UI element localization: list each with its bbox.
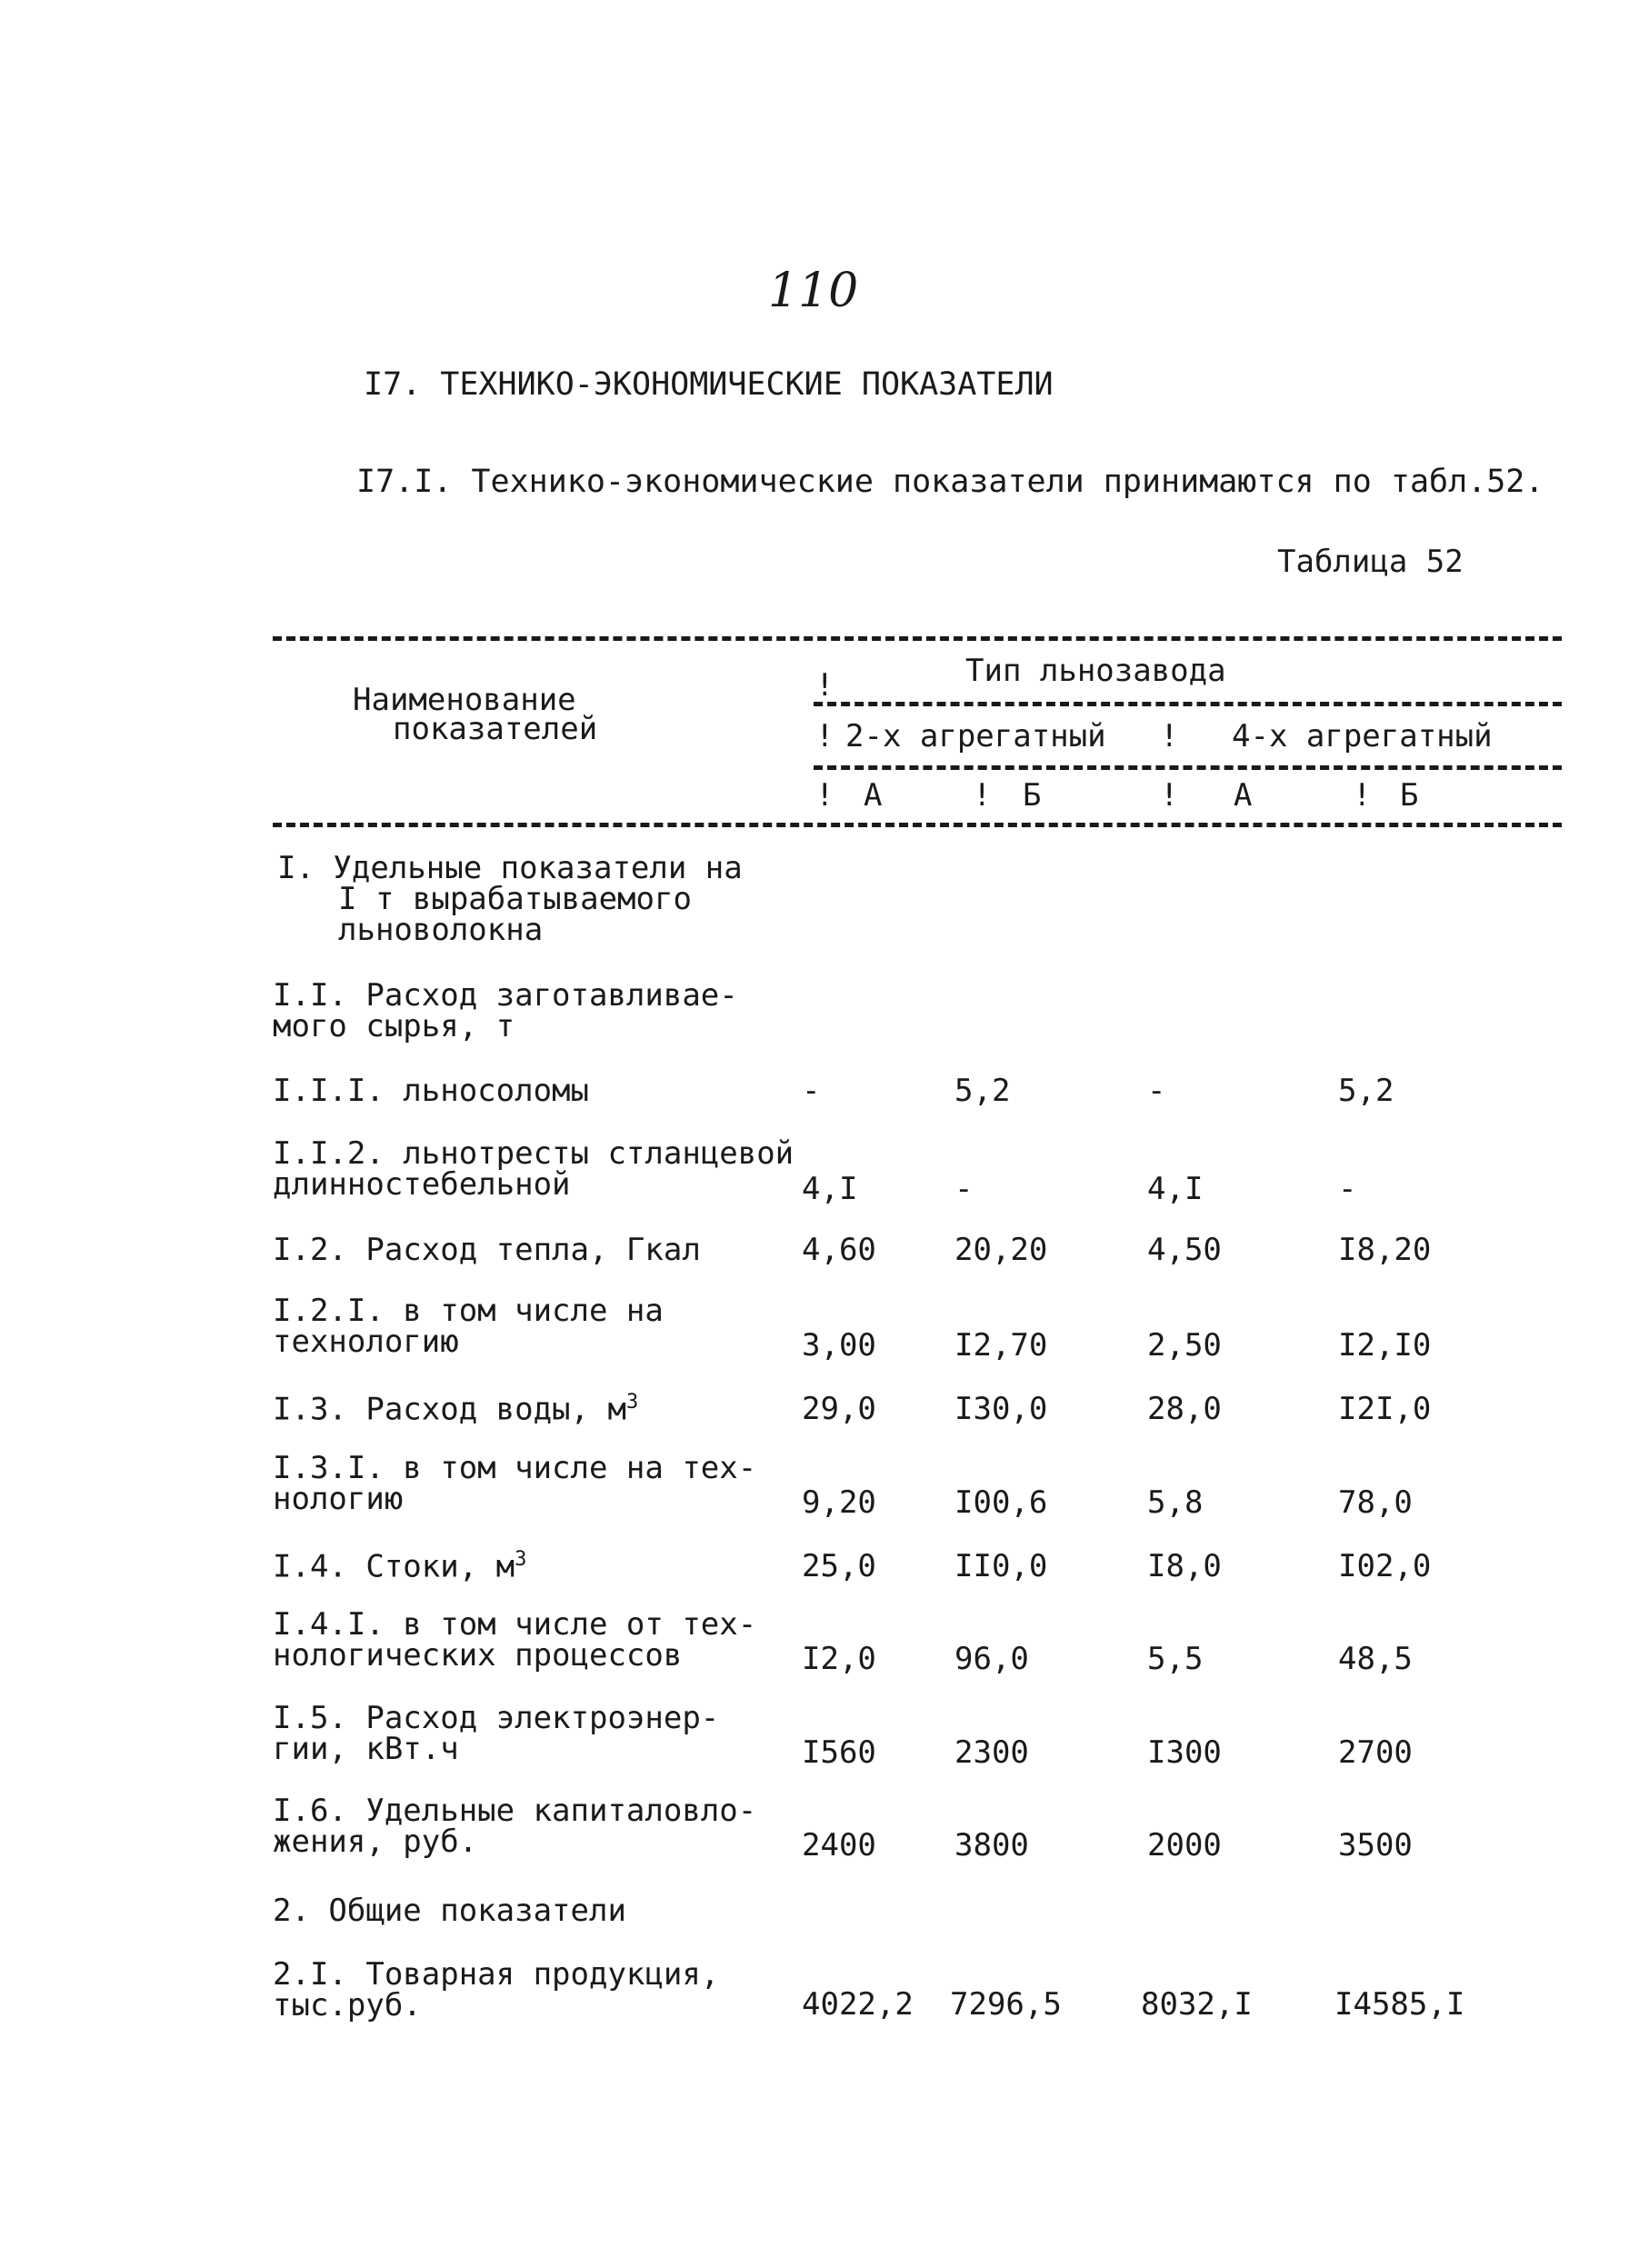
cell-value: I4585,I [1334,1986,1465,2023]
row-name-line: I.3.I. в том числе на тех- [273,1450,757,1486]
header-group-2x: 2-х агрегатный [845,718,1106,754]
subcol-a-2x: А [864,777,883,814]
cell-value: I30,0 [954,1391,1048,1427]
row-name: I.2. Расход тепла, Гкал [273,1232,701,1268]
row-name-line: гии, кВт.ч [273,1731,459,1767]
cell-value: 4,50 [1147,1232,1222,1268]
row-name-line: длинностебельной [273,1166,571,1203]
header-bang: ! [815,667,834,704]
subcol-b-4x: Б [1400,777,1419,814]
row-name-line: I.I.2. льнотресты стланцевой [273,1135,795,1172]
header-bang: ! [1160,718,1179,754]
cell-value: 8032,I [1141,1986,1253,2023]
cell-value: I8,20 [1338,1232,1432,1268]
row-name-line: тыс.руб. [273,1987,422,2023]
cell-value: 28,0 [1147,1391,1222,1427]
cell-value: I2,70 [954,1327,1048,1364]
cell-value: 3800 [954,1827,1029,1863]
cell-value: 25,0 [802,1548,876,1584]
cell-value: 4,60 [802,1232,876,1268]
row-name-line: I.6. Удельные капиталовло- [273,1793,757,1829]
table-row [273,1793,757,1860]
cell-value: - [1338,1171,1357,1207]
table-row [273,1956,720,2023]
row-name: I.I.I. льносоломы [273,1073,589,1109]
superscript: 3 [515,1548,527,1571]
row-name: I.4. Стоки, $м^3$ [273,1548,527,1585]
cell-value: 7296,5 [950,1986,1062,2023]
cell-value: I2,0 [802,1641,876,1677]
table-row [273,1293,664,1360]
header-bang: ! [815,718,834,754]
cell-value: 2400 [802,1827,876,1863]
header-rule-2 [814,765,1562,770]
cell-value: 48,5 [1338,1641,1413,1677]
cell-value: 96,0 [954,1641,1029,1677]
cell-value: 2700 [1338,1734,1413,1771]
cell-value: 9,20 [802,1484,876,1521]
header-bang: ! [973,777,992,814]
cell-value: 5,2 [1338,1073,1394,1109]
section-title: I7. ТЕХНИКО-ЭКОНОМИЧЕСКИЕ ПОКАЗАТЕЛИ [364,366,1054,403]
cell-value: - [954,1171,974,1207]
cell-value: 5,8 [1147,1484,1204,1521]
cell-value: I02,0 [1338,1548,1432,1584]
cell-value: I8,0 [1147,1548,1222,1584]
cell-value: 2300 [954,1734,1029,1771]
row-name-line: I т вырабатываемого [338,881,692,917]
cell-value: 2000 [1147,1827,1222,1863]
header-bang: ! [1353,777,1372,814]
cell-value: - [802,1073,821,1109]
row-name-line: льноволокна [338,912,544,948]
table-row [277,850,743,948]
cell-value: I2I,0 [1338,1391,1432,1427]
cell-value: 4,I [1147,1171,1204,1207]
cell-value: I2,I0 [1338,1327,1432,1364]
header-bottom-rule [273,823,1562,827]
header-bang: ! [1160,777,1179,814]
row-name-line: I.4.I. в том числе от тех- [273,1606,757,1643]
cell-value: I560 [802,1734,876,1771]
row-name-line: нологию [273,1481,404,1517]
row-name-line: I.2.I. в том числе на [273,1293,664,1329]
cell-value: 4022,2 [802,1986,914,2023]
table-row [273,977,738,1044]
header-name-line2: показателей [393,711,598,747]
cell-value: 3,00 [802,1327,876,1364]
row-name-line: I.5. Расход электроэнер- [273,1700,720,1736]
cell-value: 20,20 [954,1232,1048,1268]
row-name-line: 2.I. Товарная продукция, [273,1956,720,1993]
subcol-b-2x: Б [1023,777,1042,814]
header-name-line1: Наименование [353,682,576,718]
table-row [273,1606,757,1674]
row-name-line: мого сырья, т [273,1008,515,1044]
row-name-line: I. Удельные показатели на [277,850,743,886]
row-name-line: I.I. Расход заготавливае- [273,977,738,1014]
cell-value: 2,50 [1147,1327,1222,1364]
table-top-rule [273,636,1562,641]
table-row [273,1135,795,1203]
row-name: 2. Общие показатели [273,1893,626,1929]
table-row [273,1700,720,1767]
cell-value: 5,2 [954,1073,1011,1109]
cell-value: I00,6 [954,1484,1048,1521]
cell-value: 4,I [802,1171,858,1207]
header-group-4x: 4-х агрегатный [1232,718,1493,754]
cell-value: 3500 [1338,1827,1413,1863]
cell-value: - [1147,1073,1166,1109]
cell-value: II0,0 [954,1548,1048,1584]
table-caption: Таблица 52 [1277,544,1464,580]
cell-value: 78,0 [1338,1484,1413,1521]
paragraph-text: I7.I. Технико-экономические показатели принимаются по табл.52. [356,464,1544,500]
cell-value: 29,0 [802,1391,876,1427]
table-row [273,1450,757,1517]
row-name-line: жения, руб. [273,1823,478,1860]
header-group-title: Тип льнозавода [965,653,1226,689]
cell-value: I300 [1147,1734,1222,1771]
superscript: 3 [625,1391,639,1414]
row-name-line: технологию [273,1324,459,1360]
row-name-line: нологических процессов [273,1637,683,1674]
subcol-a-4x: А [1234,777,1253,814]
page-number: 110 [768,264,859,318]
header-bang: ! [815,777,834,814]
cell-value: 5,5 [1147,1641,1204,1677]
header-rule-1 [814,702,1562,706]
row-name: I.3. Расход воды, $м^3$ [273,1391,639,1428]
